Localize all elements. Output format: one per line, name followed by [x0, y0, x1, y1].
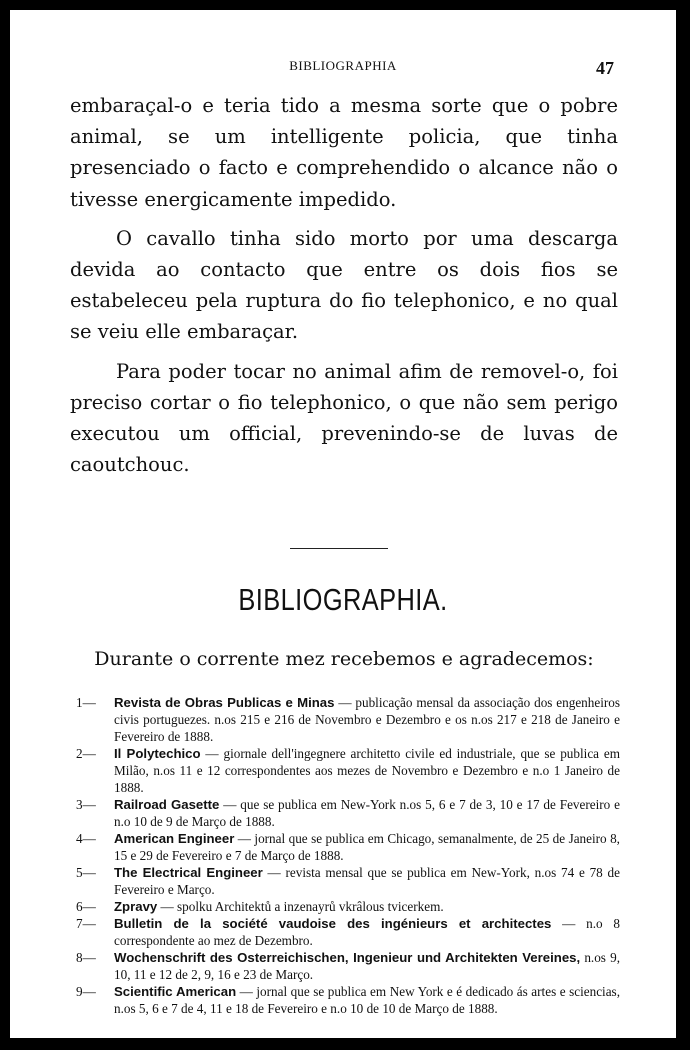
- bibliography-entry: [70, 830, 620, 864]
- entry-description: — que se publica em New-York n.os 5, 6 e 7 de 3, 10 e 17 de Fevereiro e n.o 10 de 9 de Março de 1888.: [114, 797, 620, 829]
- entry-description: — giornale dell'ingegnere architetto civile ed industriale, que se publica em Milão, n.os 11 e 12 correspondentes aos mezes de Novembro e Dezembro e n.o 1 Janeiro de 1888.: [114, 746, 620, 795]
- page-number: 47: [596, 58, 614, 78]
- bibliography-entry: [70, 915, 620, 949]
- entry-title: Il Polytechico: [114, 746, 201, 761]
- entry-title: American Engineer: [114, 831, 235, 846]
- entry-number: 8—: [76, 950, 96, 965]
- entry-description: — n.o 8 correspondente ao mez de Dezembro.: [114, 916, 621, 948]
- entry-title: Wochenschrift des Osterreichischen, Ingenieur und Architekten Vereines,: [114, 950, 581, 965]
- bibliography-entry: [70, 949, 620, 983]
- entry-description: — publicação mensal da associação dos engenheiros civis portuguezes. n.os 215 e 216 de Novembro e Dezembro e os n.os 217 e 218 de Janeiro e Fevereiro de 1888.: [114, 695, 620, 744]
- section-intro: Durante o corrente mez recebemos e agradecemos:: [94, 648, 594, 670]
- entry-description: n.os 9, 10, 11 e 12 de 2, 9, 16 e 23 de Março.: [114, 950, 620, 982]
- entry-title: Bulletin de la société vaudoise des ingénieurs et architectes: [114, 916, 552, 931]
- entry-description: — revista mensal que se publica em New-York, n.os 74 e 78 de Fevereiro e Março.: [114, 865, 620, 897]
- entry-number: 4—: [76, 831, 96, 846]
- entry-title: Revista de Obras Publicas e Minas: [114, 695, 335, 710]
- entry-number: 9—: [76, 984, 96, 999]
- body-text: [70, 90, 618, 488]
- bibliography-entry: [70, 745, 620, 796]
- entry-title: The Electrical Engineer: [114, 865, 263, 880]
- bibliography-entry: [70, 864, 620, 898]
- section-divider: [290, 548, 388, 549]
- entry-description: — spolku Architektů a inzenayrů vkrâlous tvicerkem.: [157, 899, 444, 914]
- entry-description: — jornal que se publica em New York e é dedicado ás artes e sciencias, n.os 5, 6 e 7 de 4, 11 e 18 de Fevereiro e n.o 10 de 10 de Março de 1888.: [114, 984, 620, 1016]
- entry-title: Scientific American: [114, 984, 237, 999]
- book-page: [10, 10, 676, 1038]
- entry-number: 3—: [76, 797, 96, 812]
- paragraph: embaraçal-o e teria tido a mesma sorte que o pobre animal, se um intelligente policia, que tinha presenciado o facto e comprehendido o alcance não o tivesse energicamente impedido.: [70, 94, 618, 211]
- entry-number: 2—: [76, 746, 96, 761]
- bibliography-entry: [70, 694, 620, 745]
- entry-number: 7—: [76, 916, 96, 931]
- bibliography-entry: [70, 983, 620, 1017]
- entry-description: — jornal que se publica em Chicago, semanalmente, de 25 de Janeiro 8, 15 e 29 de Fevereiro e 7 de Março de 1888.: [114, 831, 620, 863]
- bibliography-entry: [70, 898, 620, 915]
- running-title: BIBLIOGRAPHIA: [289, 58, 397, 73]
- bibliography-list: [70, 694, 620, 1017]
- paragraph: Para poder tocar no animal afim de removel-o, foi preciso cortar o fio telephonico, o que não sem perigo executou um official, prevenindo-se de luvas de caoutchouc.: [70, 359, 618, 477]
- running-head: [10, 58, 676, 78]
- entry-number: 1—: [76, 695, 96, 710]
- entry-title: Railroad Gasette: [114, 797, 220, 812]
- entry-title: Zpravy: [114, 899, 158, 914]
- paragraph: O cavallo tinha sido morto por uma descarga devida ao contacto que entre os dois fios se estabeleceu pela ruptura do fio telephonico, e no qual se veiu elle embaraçar.: [70, 226, 618, 344]
- section-title: BIBLIOGRAPHIA.: [238, 582, 448, 617]
- entry-number: 5—: [76, 865, 96, 880]
- bibliography-entry: [70, 796, 620, 830]
- entry-number: 6—: [76, 899, 96, 914]
